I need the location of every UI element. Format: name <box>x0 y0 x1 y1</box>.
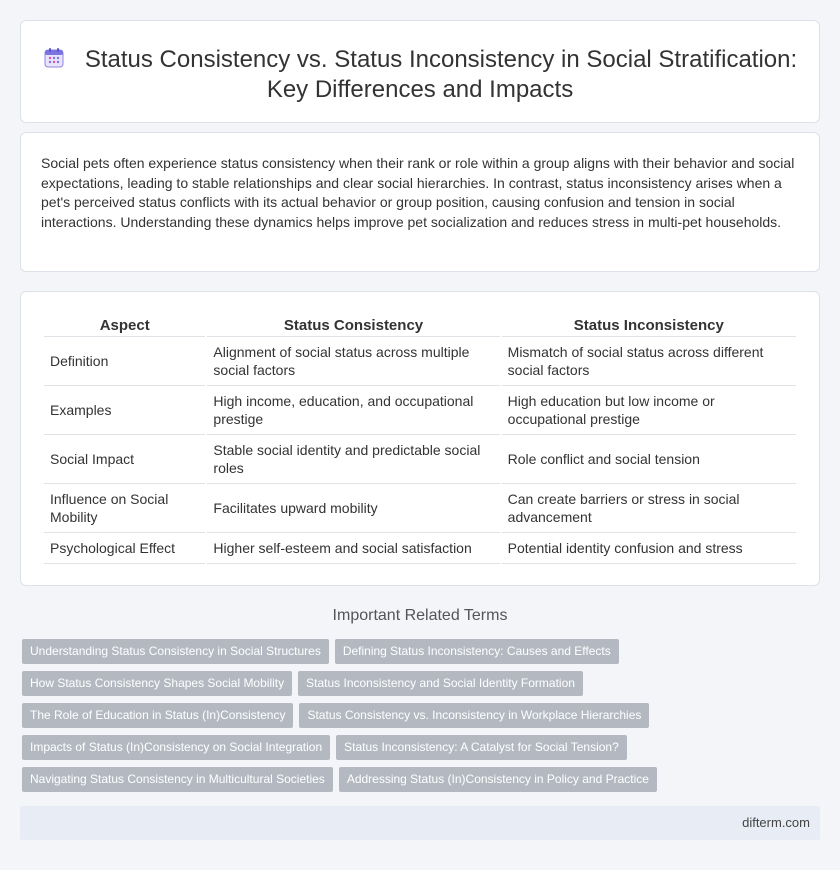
tag-row <box>22 639 822 671</box>
row-consistency-cell: Facilitates upward mobility <box>207 484 499 533</box>
row-inconsistency-cell: Role conflict and social tension <box>502 435 796 484</box>
row-consistency-cell: Alignment of social status across multiple social factors <box>207 337 499 386</box>
row-inconsistency-cell: Mismatch of social status across different social factors <box>502 337 796 386</box>
related-term-link[interactable]: Navigating Status Consistency in Multicultural Societies <box>22 767 333 792</box>
column-header-status-consistency: Status Consistency <box>207 315 499 337</box>
row-inconsistency-cell: Can create barriers or stress in social advancement <box>502 484 796 533</box>
related-term-link[interactable]: The Role of Education in Status (In)Consistency <box>22 703 293 728</box>
related-term-link[interactable]: Addressing Status (In)Consistency in Policy and Practice <box>339 767 657 792</box>
related-term-link[interactable]: Status Inconsistency and Social Identity Formation <box>298 671 583 696</box>
tag-row <box>22 703 822 735</box>
calendar-icon <box>43 47 65 69</box>
row-consistency-cell: Higher self-esteem and social satisfaction <box>207 533 499 564</box>
related-term-link[interactable]: Defining Status Inconsistency: Causes and Effects <box>335 639 619 664</box>
column-header-status-inconsistency: Status Inconsistency <box>502 315 796 337</box>
page-title-container <box>21 45 819 105</box>
row-consistency-cell: Stable social identity and predictable social roles <box>207 435 499 484</box>
table-row <box>44 484 796 533</box>
tag-row <box>22 735 822 767</box>
row-consistency-cell: High income, education, and occupational prestige <box>207 386 499 435</box>
footer <box>20 806 820 840</box>
site-link[interactable]: difterm.com <box>742 815 810 830</box>
row-aspect: Social Impact <box>44 435 205 484</box>
row-aspect: Influence on Social Mobility <box>44 484 205 533</box>
row-aspect: Psychological Effect <box>44 533 205 564</box>
table-row <box>44 435 796 484</box>
tag-row <box>22 671 822 703</box>
related-term-link[interactable]: Understanding Status Consistency in Social Structures <box>22 639 329 664</box>
related-terms-list <box>22 639 822 799</box>
related-term-link[interactable]: Status Inconsistency: A Catalyst for Social Tension? <box>336 735 627 760</box>
row-inconsistency-cell: Potential identity confusion and stress <box>502 533 796 564</box>
title-card <box>20 20 820 123</box>
row-aspect: Definition <box>44 337 205 386</box>
comparison-card <box>20 291 820 586</box>
related-term-link[interactable]: Status Consistency vs. Inconsistency in Workplace Hierarchies <box>299 703 649 728</box>
related-term-link[interactable]: How Status Consistency Shapes Social Mobility <box>22 671 292 696</box>
related-terms-heading: Important Related Terms <box>332 607 508 624</box>
column-header-aspect: Aspect <box>44 315 205 337</box>
intro-card <box>20 132 820 272</box>
table-header-row <box>44 315 796 337</box>
related-term-link[interactable]: Impacts of Status (In)Consistency on Social Integration <box>22 735 330 760</box>
comparison-table <box>42 315 798 564</box>
intro-paragraph: Social pets often experience status consistency when their rank or role within a group aligns with their behavior and social expectations, leading to stable relationships and clear social hierarchies. In contrast, status inconsistency arises when a pet's perceived status conflicts with its actual behavior or group position, causing confusion and tension in social interactions. Understanding these dynamics helps improve pet socialization and reduces stress in multi-pet households. <box>41 155 795 230</box>
table-row <box>44 337 796 386</box>
page-title: Status Consistency vs. Status Inconsistency in Social Stratification: Key Differences and Impacts <box>84 46 798 103</box>
row-inconsistency-cell: High education but low income or occupational prestige <box>502 386 796 435</box>
table-row <box>44 386 796 435</box>
tag-row <box>22 767 822 799</box>
row-aspect: Examples <box>44 386 205 435</box>
table-row <box>44 533 796 564</box>
